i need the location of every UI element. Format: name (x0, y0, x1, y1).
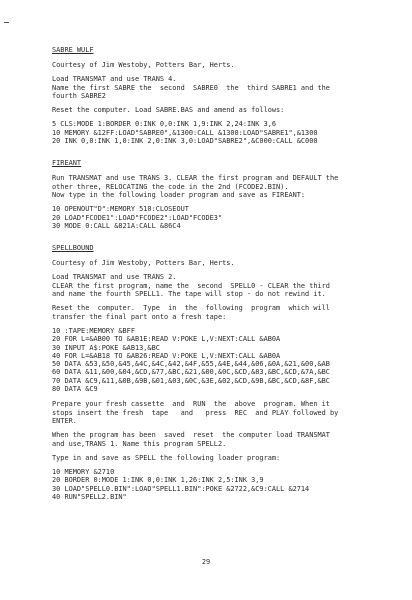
text-line: Name the first SABRE the second SABRE0 the third SABRE1 and the (52, 83, 330, 92)
paragraph (52, 61, 404, 69)
page-number: 29 (201, 558, 211, 566)
paragraph (52, 106, 404, 114)
text-line: other three, RELOCATING the code in the 2nd (FCODE2.BIN). (52, 182, 289, 191)
paragraph (52, 273, 404, 298)
text-line: Prepare your fresh cassette and RUN the above program. When it (52, 400, 330, 409)
section-spellbound (52, 244, 404, 501)
code-line: 20 FOR L=&AB00 TO &AB1E:READ V:POKE L,V:NEXT:CALL &AB0A (52, 335, 281, 344)
code-line: 30 MODE 0:CALL &821A:CALL &86C4 (52, 221, 181, 230)
code-listing (52, 327, 404, 393)
paragraph (52, 75, 404, 100)
text-line: and name the fourth SPELL1. The tape will stop - do not rewind it. (52, 290, 326, 299)
text-line: transfer the final part onto a fresh tape: (52, 312, 227, 321)
text-line: CLEAR the first program, name the second SPELL0 - CLEAR the third (52, 281, 330, 290)
code-listing (52, 468, 404, 501)
text-line: Reset the computer. Load SABRE.BAS and amend as follows: (52, 106, 285, 115)
paragraph (52, 400, 404, 425)
paragraph (52, 304, 404, 321)
text-line: Reset the computer. Type in the following program which will (52, 304, 330, 313)
text-line: Courtesy of Jim Westoby, Potters Bar, Herts. (52, 259, 235, 268)
paragraph (52, 431, 404, 448)
code-line: 30 INPUT A$:POKE &AB13,&BC (52, 343, 160, 352)
text-line: When the program has been saved reset the computer load TRANSMAT (52, 431, 330, 440)
section-fireant (52, 159, 404, 230)
text-line: Courtesy of Jim Westoby, Potters Bar, Herts. (52, 61, 235, 69)
text-line: ENTER. (52, 416, 77, 425)
code-line: 20 INK 0,0:INK 1,0:INK 2,0:INK 3,0:LOAD"SABRE2",&C000:CALL &C000 (52, 137, 318, 146)
text-line: Now type in the following loader program and save as FIREANT: (52, 190, 306, 199)
code-line: 10 MEMORY &12FF:LOAD"SABRE0",&1300:CALL &1300:LOAD"SABRE1",&1300 (52, 128, 318, 137)
code-line: 40 FOR L=&AB18 TO &AB26:READ V:POKE L,V:NEXT:CALL &AB0A (52, 351, 281, 360)
section-sabre-wulf (52, 46, 404, 145)
code-line: 10 :TAPE:MEMORY &BFF (52, 326, 135, 335)
code-line: 20 LOAD"FCODE1":LOAD"FCODE2":LOAD"FCODE3" (52, 213, 223, 222)
section-title: FIREANT (52, 159, 82, 168)
text-line: and use,TRANS 1. Name this program SPELL2. (52, 439, 227, 448)
text-line: stops insert the fresh tape and press REC and PLAY followed by (52, 408, 339, 417)
code-line: 40 RUN"SPELL2.BIN" (52, 492, 127, 501)
code-line: 80 DATA &C9 (52, 385, 98, 394)
section-title: SPELLBOUND (52, 244, 94, 253)
text-line: Run TRANSMAT and use TRANS 3. CLEAR the first program and DEFAULT the (52, 174, 339, 183)
scan-mark (4, 22, 9, 23)
section-title: SABRE WULF (52, 46, 94, 54)
paragraph (52, 174, 404, 199)
code-listing (52, 205, 404, 230)
code-line: 20 BORDER 0:MODE 1:INK 0,0:INK 1,26:INK 2,5:INK 3,9 (52, 476, 264, 485)
text-line: Load TRANSMAT and use TRANS 4. (52, 75, 177, 84)
text-line: fourth SABRE2 (52, 91, 106, 100)
code-line: 10 MEMORY &2710 (52, 468, 115, 477)
code-line: 30 LOAD"SPELL0.BIN":LOAD"SPELL1.BIN":POKE &2722,&C9:CALL &2714 (52, 484, 310, 493)
code-line: 50 DATA &53,&50,&45,&4C,&4C,&42,&4F,&55,&4E,&44,&06,&0A,&21,&00,&AB (52, 360, 330, 369)
code-line: 60 DATA &11,&00,&04,&CD,&77,&BC,&21,&00,&0C,&CD,&83,&BC,&CD,&7A,&BC (52, 368, 330, 377)
code-line: 70 DATA &C9,&11,&0B,&9B,&01,&03,&0C,&3E,&02,&CD,&9B,&BC,&CD,&8F,&BC (52, 376, 330, 385)
code-line: 10 OPENOUT"D":MEMORY 510:CLOSEOUT (52, 205, 189, 214)
paragraph (52, 454, 404, 462)
code-listing (52, 120, 404, 145)
paragraph (52, 259, 404, 267)
code-line: 5 CLS:MODE 1:BORDER 0:INK 0,0:INK 1,9:INK 2,24:INK 3,6 (52, 120, 277, 129)
text-line: Type in and save as SPELL the following loader program: (52, 453, 281, 462)
text-line: Load TRANSMAT and use TRANS 2. (52, 273, 177, 282)
